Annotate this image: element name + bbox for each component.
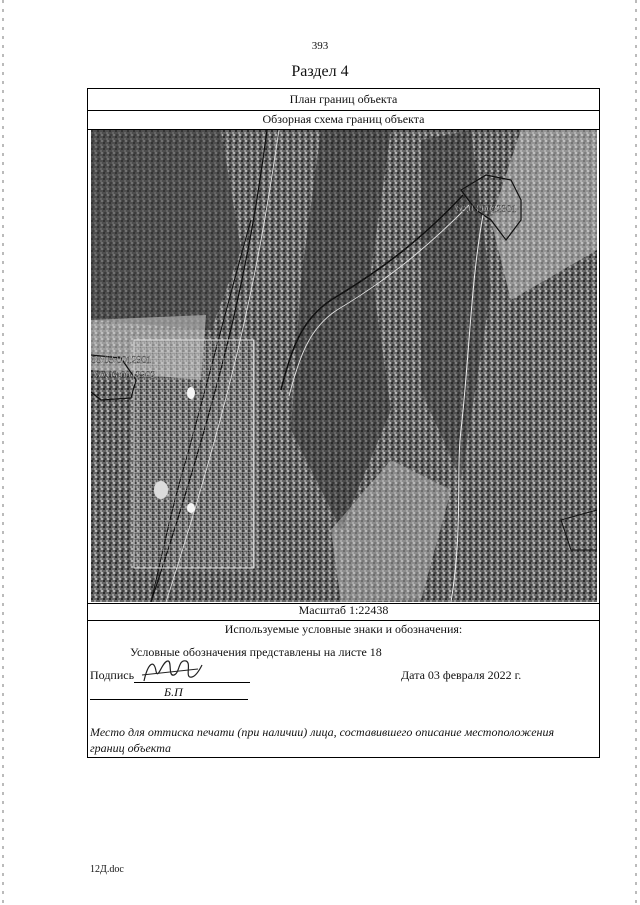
plan-subtitle: Обзорная схема границ объекта — [262, 112, 425, 126]
map-scale: Масштаб 1:22438 — [298, 603, 389, 617]
boundary-plan-table — [87, 88, 600, 758]
row-divider — [88, 110, 599, 111]
document-date: Дата 03 февраля 2022 г. — [401, 668, 522, 682]
legend-note: Условные обозначения представлены на листе 18 — [130, 645, 382, 659]
handwritten-signature — [138, 655, 208, 687]
dark-forest-area — [91, 130, 241, 330]
legend-title: Используемые условные знаки и обозначения: — [224, 622, 463, 636]
settlement-marker — [187, 387, 195, 399]
parcel-label-left-1: 60:03:0012901 — [91, 355, 152, 366]
row-divider — [88, 620, 599, 621]
plan-title: План границ объекта — [289, 92, 398, 106]
initials-line — [90, 699, 248, 700]
file-name: 12Д.doc — [90, 864, 124, 875]
stamp-placeholder-note: Место для оттиска печати (при наличии) лица, составившего описание местоположения границ объекта — [90, 725, 555, 755]
scan-edge-left — [2, 0, 4, 905]
signature-label: Подпись — [90, 668, 135, 682]
parcel-label-top-right: 60:03:0022301 — [456, 204, 517, 215]
signer-initials: Б.П — [164, 685, 183, 699]
page-number: 393 — [311, 40, 329, 52]
parcel-label-left-2: 60:03:0012902 — [95, 370, 156, 381]
settlement-marker — [187, 503, 195, 513]
section-title: Раздел 4 — [291, 63, 349, 80]
scan-edge-right — [635, 0, 637, 905]
overview-satellite-map — [91, 130, 597, 602]
settlement-marker — [154, 481, 168, 499]
map-svg — [91, 130, 597, 602]
